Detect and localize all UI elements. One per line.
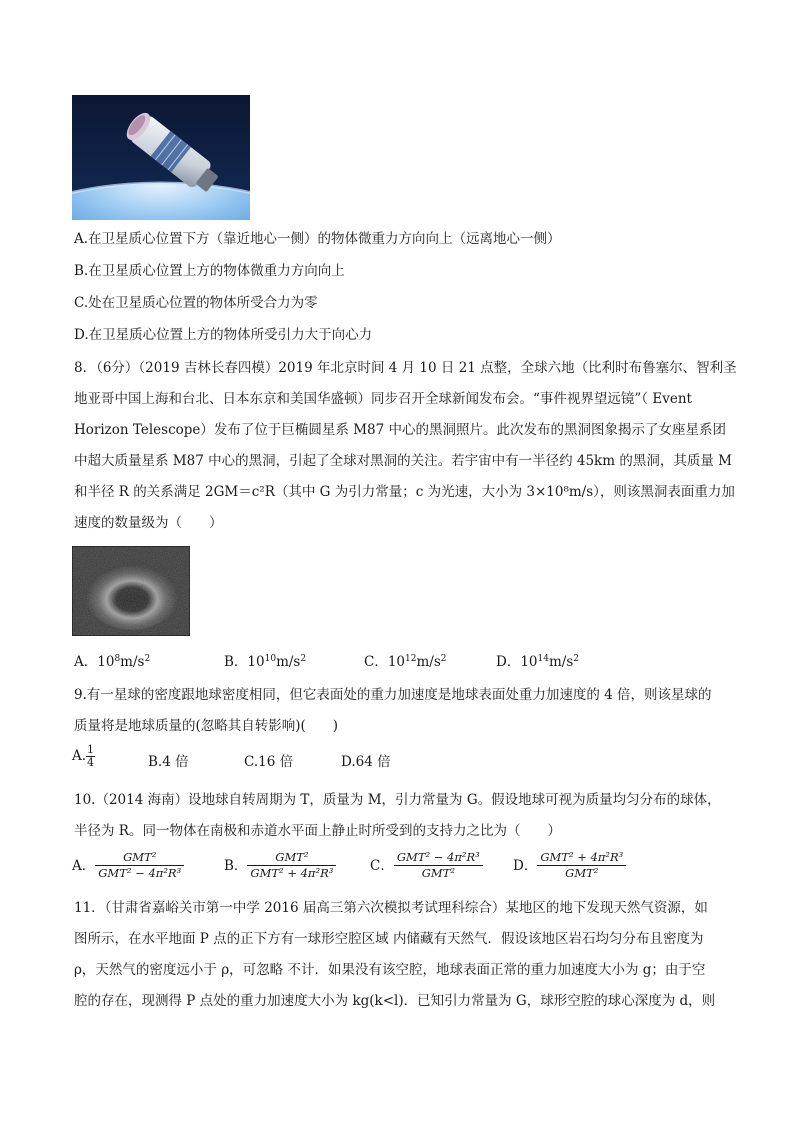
question-8-line-5: 和半径 R 的关系满足 2GM＝c²R（其中 G 为引力常量；c 为光速，大小为 3×10⁸m/s），则该黑洞表面重力加 [74, 484, 735, 500]
question-10-line-1: 10.（2014 海南）设地球自转周期为 T，质量为 M，引力常量为 G。假设地球可视为质量均匀分布的球体， [74, 792, 721, 808]
question-11-line-2: 图所示，在水平地面 P 点的正下方有一球形空腔区域 内储藏有天然气．假设该地区岩石均匀分布且密度为 [74, 931, 704, 947]
option-d: D.在卫星质心位置上方的物体所受引力大于向心力 [74, 327, 373, 343]
question-10-option-a: A． $\frac{\text{GMT²}}{\text{GMT² − 4π²R³}}$ [72, 850, 184, 881]
question-8-line-3: Horizon Telescope）发布了位于巨椭圆星系 M87 中心的黑洞照片。此次发布的黑洞图象揭示了女座星系团 [74, 422, 726, 438]
question-9-line-2: 质量将是地球质量的(忽略其自转影响)( ) [74, 718, 339, 734]
question-10-option-c: C． $\frac{\text{GMT² − 4π²R³}}{\text{GMT²}}$ [370, 850, 483, 881]
question-9-line-1: 9.有一星球的密度跟地球密度相同，但它表面处的重力加速度是地球表面处重力加速度的 4 倍，则该星球的 [74, 687, 712, 703]
fraction-one-quarter: $\frac{1}{4}$ [87, 743, 95, 769]
question-8-line-4: 中超大质量星系 M87 中心的黑洞，引起了全球对黑洞的关注。若宇宙中有一半径约 45km 的黑洞，其质量 M [74, 453, 732, 469]
question-11-line-1: 11．（甘肃省嘉峪关市第一中学 2016 届高三第六次模拟考试理科综合）某地区的地下发现天然气资源，如 [74, 900, 708, 916]
question-8-option-c: C．$10^{12}m/s^2$ [364, 654, 447, 670]
question-9-option-d: D.64 倍 [341, 754, 391, 770]
question-8-line-1: 8．（6分）（2019 吉林长春四模）2019 年北京时间 4 月 10 日 21 点整，全球六地（比利时布鲁塞尔、智利圣 [74, 360, 737, 376]
question-8-option-b: B．$10^{10}m/s^2$ [224, 654, 307, 670]
question-10-option-d: D． $\frac{\text{GMT² + 4π²R³}}{\text{GMT²}}$ [513, 850, 626, 881]
option-a: A.在卫星质心位置下方（靠近地心一侧）的物体微重力方向向上（远离地心一侧） [74, 231, 561, 247]
question-10-option-b: B． $\frac{\text{GMT²}}{\text{GMT² + 4π²R³}}$ [224, 850, 336, 881]
question-11-line-4: 腔的存在，现测得 P 点处的重力加速度大小为 kg(k<l)．已知引力常量为 G，球形空腔的球心深度为 d，则 [74, 993, 716, 1009]
question-8-line-6: 速度的数量级为（ ） [74, 515, 223, 531]
satellite-image [72, 95, 250, 220]
option-b: B.在卫星质心位置上方的物体微重力方向向上 [74, 263, 345, 279]
question-8-option-d: D．$10^{14}m/s^2$ [496, 654, 579, 670]
question-9-option-c: C.16 倍 [244, 754, 294, 770]
question-8-line-2: 地亚哥中国上海和台北、日本东京和美国华盛顿）同步召开全球新闻发布会。“事件视界望远镜”（ Event [74, 391, 692, 407]
question-9-option-a: A. $\frac{1}{4}$ [72, 743, 95, 769]
black-hole-image [72, 546, 190, 636]
question-9-option-b: B.4 倍 [148, 754, 189, 770]
option-c: C.处在卫星质心位置的物体所受合力为零 [74, 295, 318, 311]
question-10-line-2: 半径为 R。同一物体在南极和赤道水平面上静止时所受到的支持力之比为（ ） [74, 823, 561, 839]
question-11-line-3: ρ，天然气的密度远小于 ρ，可忽略 不计．如果没有该空腔，地球表面正常的重力加速度大小为 g；由于空 [74, 962, 706, 978]
question-8-option-a: A．$10^8m/s^2$ [74, 654, 151, 670]
